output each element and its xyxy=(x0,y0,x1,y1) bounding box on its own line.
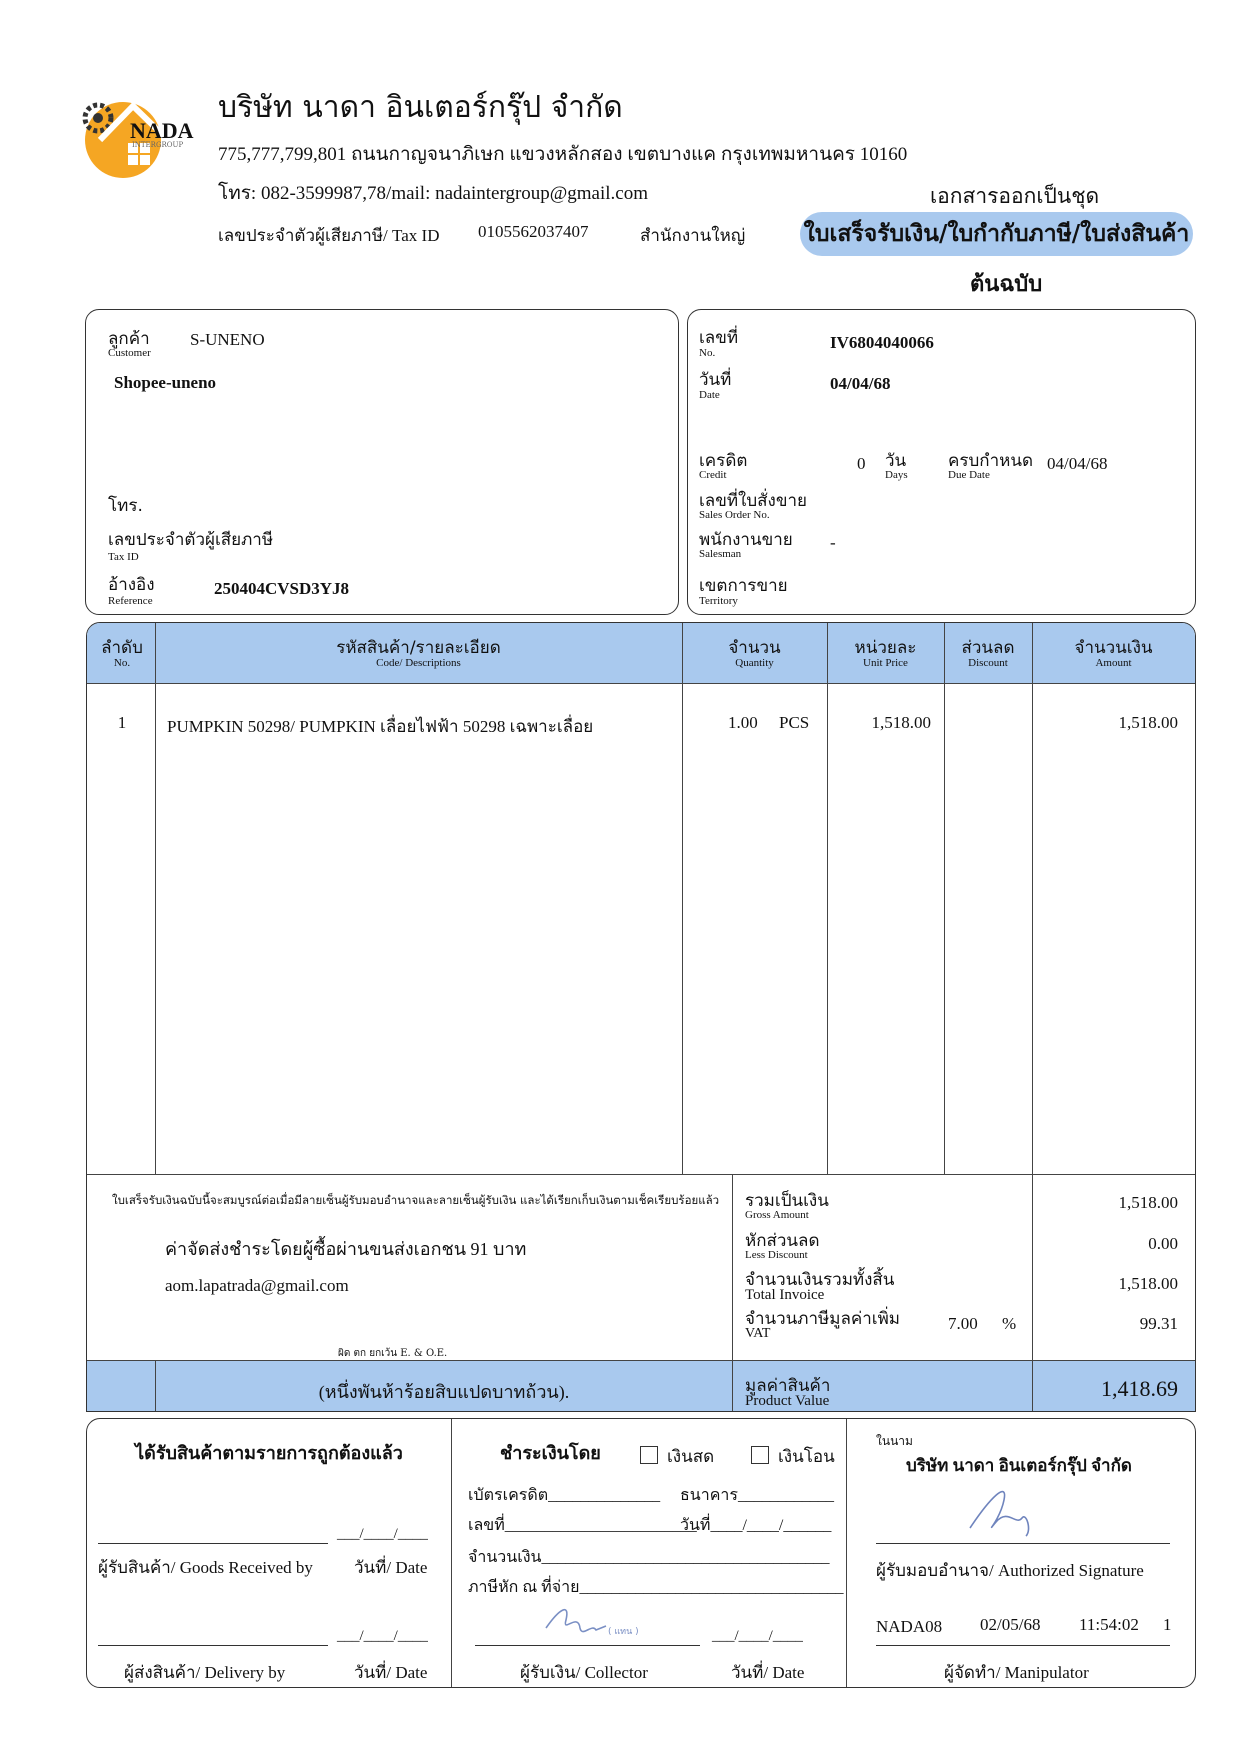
delivery-by-label: ผู้ส่งสินค้า/ Delivery by xyxy=(124,1663,286,1682)
collector-date-label: วันที่/ Date xyxy=(731,1663,805,1682)
salesman-label: พนักงานขาย xyxy=(699,530,793,550)
row-price: 1,518.00 xyxy=(871,713,931,732)
header-divider xyxy=(87,683,1195,684)
footer-divider-1 xyxy=(451,1419,452,1687)
vat-amount: 99.31 xyxy=(1139,1314,1178,1333)
salesman-label-en: Salesman xyxy=(699,548,742,560)
col-desc-header-en: Code/ Descriptions xyxy=(376,657,461,669)
product-value-label: มูลค่าสินค้า xyxy=(745,1376,831,1396)
logo-text: NADA xyxy=(130,118,194,143)
received-title: ได้รับสินค้าตามรายการถูกต้องแล้ว xyxy=(135,1443,403,1463)
due-date-label-en: Due Date xyxy=(948,469,990,481)
credit-days: 0 xyxy=(857,454,866,473)
body-divider xyxy=(87,1174,1195,1175)
col-amount-header: จำนวนเงิน xyxy=(1074,638,1153,658)
col-divider-2 xyxy=(682,623,683,1174)
days-label: วัน xyxy=(885,451,907,471)
company-sign-name: บริษัท นาดา อินเตอร์กรุ๊ป จำกัด xyxy=(906,1456,1132,1475)
words-divider xyxy=(87,1360,1195,1361)
sales-order-label: เลขที่ใบสั่งขาย xyxy=(699,491,807,511)
col-price-header-en: Unit Price xyxy=(863,657,908,669)
authorized-label: ผู้รับมอบอำนาจ/ Authorized Signature xyxy=(876,1561,1144,1580)
invoice-no-label-en: No. xyxy=(699,347,716,359)
payment-no-line: เลขที่________________________ xyxy=(468,1517,697,1534)
vat-percent: % xyxy=(1002,1314,1017,1333)
discount-label: หักส่วนลด xyxy=(745,1231,820,1251)
transfer-checkbox[interactable] xyxy=(751,1446,769,1464)
delivery-date-label: วันที่/ Date xyxy=(354,1663,428,1682)
customer-taxid-label: เลขประจำตัวผู้เสียภาษี xyxy=(108,530,274,550)
delivery-date-line: ___/____/____ xyxy=(337,1628,428,1644)
col-discount-header-en: Discount xyxy=(968,657,1008,669)
receipt-note: ใบเสร็จรับเงินฉบับนี้จะสมบูรณ์ต่อเมื่อมีลายเซ็นผู้รับมอบอำนาจและลายเซ็นผู้รับเงิน และได้เรียกเก็บเงินตามเช็คเรียบร้อยแล้ว xyxy=(112,1193,720,1207)
invoice-no: IV6804040066 xyxy=(830,333,934,352)
company-tax-id: 0105562037407 xyxy=(478,222,589,241)
col-divider-3 xyxy=(827,623,828,1174)
col-no-header: ลำดับ xyxy=(101,638,143,658)
invoice-date-label-en: Date xyxy=(699,389,720,401)
bank-line: ธนาคาร____________ xyxy=(680,1487,834,1504)
cash-checkbox[interactable] xyxy=(640,1446,658,1464)
days-label-en: Days xyxy=(885,469,908,481)
product-value: 1,418.69 xyxy=(1101,1376,1178,1401)
gross-label-en: Gross Amount xyxy=(745,1209,809,1221)
col-price-header: หน่วยละ xyxy=(854,638,917,658)
goods-received-date-line: ___/____/____ xyxy=(337,1526,428,1542)
customer-ref-label: อ้างอิง xyxy=(108,575,155,595)
eoe-note: ผิด ตก ยกเว้น E. & O.E. xyxy=(338,1348,448,1359)
col-no-header-en: No. xyxy=(113,657,131,669)
transfer-label: เงินโอน xyxy=(778,1447,835,1466)
doc-set-note: เอกสารออกเป็นชุด xyxy=(930,184,1100,208)
collector-signature xyxy=(540,1598,650,1643)
total-amount: 1,518.00 xyxy=(1118,1274,1178,1293)
discount-amount: 0.00 xyxy=(1148,1234,1178,1253)
manipulator-date: 02/05/68 xyxy=(980,1615,1041,1634)
invoice-info-box xyxy=(687,309,1196,615)
company-branch: สำนักงานใหญ่ xyxy=(640,226,746,245)
totals-divider xyxy=(732,1174,733,1411)
credit-label: เครดิต xyxy=(699,451,748,471)
customer-ref-label-en: Reference xyxy=(108,595,153,607)
doc-copy-type: ต้นฉบับ xyxy=(970,271,1043,297)
territory-label: เขตการขาย xyxy=(699,576,788,596)
invoice-date-label: วันที่ xyxy=(699,370,732,390)
col-discount-header: ส่วนลด xyxy=(961,638,1015,658)
product-value-label-en: Product Value xyxy=(745,1393,830,1409)
manipulator-code: NADA08 xyxy=(876,1617,943,1636)
payment-amount-line: จำนวนเงิน____________________________________ xyxy=(468,1549,830,1566)
authorized-signature-line xyxy=(876,1543,1170,1544)
invoice-no-label: เลขที่ xyxy=(699,328,739,348)
customer-name: Shopee-uneno xyxy=(114,373,217,392)
customer-taxid-label-en: Tax ID xyxy=(108,551,139,563)
goods-received-signature-line xyxy=(98,1543,328,1544)
credit-card-line: เบัตรเครดิต______________ xyxy=(468,1487,661,1504)
invoice-date: 04/04/68 xyxy=(830,374,891,393)
footer-divider-2 xyxy=(846,1419,847,1687)
collector-signature-line xyxy=(475,1645,700,1646)
shipping-note: ค่าจัดส่งชำระโดยผู้ซื้อผ่านขนส่งเอกชน 91 บาท xyxy=(165,1239,527,1259)
company-name: บริษัท นาดา อินเตอร์กรุ๊ป จำกัด xyxy=(218,90,623,125)
company-tax-label: เลขประจำตัวผู้เสียภาษี/ Tax ID xyxy=(218,226,440,245)
goods-received-date-label: วันที่/ Date xyxy=(354,1558,428,1577)
col-amount-header-en: Amount xyxy=(1095,657,1132,669)
collector-date-line: ___/____/____ xyxy=(712,1628,803,1644)
total-label-en: Total Invoice xyxy=(745,1287,825,1303)
customer-reference: 250404CVSD3YJ8 xyxy=(214,579,350,598)
row-unit: PCS xyxy=(779,713,810,732)
discount-label-en: Less Discount xyxy=(745,1249,808,1261)
customer-label: ลูกค้า xyxy=(108,329,150,349)
col-divider-4 xyxy=(944,623,945,1174)
row-amount: 1,518.00 xyxy=(1118,713,1178,732)
amount-in-words: (หนึ่งพันห้าร้อยสิบแปดบาทถ้วน). xyxy=(318,1382,570,1402)
customer-email: aom.lapatrada@gmail.com xyxy=(165,1276,349,1295)
customer-label-en: Customer xyxy=(108,347,151,359)
collector-label: ผู้รับเงิน/ Collector xyxy=(520,1663,648,1682)
cash-label: เงินสด xyxy=(667,1447,715,1466)
logo-subtext: INTERGROUP xyxy=(132,141,184,149)
total-label: จำนวนเงินรวมทั้งสิ้น xyxy=(745,1270,895,1290)
due-date: 04/04/68 xyxy=(1047,454,1108,473)
on-behalf-label: ในนาม xyxy=(876,1434,913,1448)
payment-title: ชำระเงินโดย xyxy=(500,1443,601,1463)
authorized-signature xyxy=(960,1478,1070,1543)
company-address: 775,777,799,801 ถนนกาญจนาภิเษก แขวงหลักสอง เขตบางแค กรุงเทพมหานคร 10160 xyxy=(218,144,908,165)
due-date-label: ครบกำหนด xyxy=(948,451,1033,471)
delivery-signature-line xyxy=(98,1645,328,1646)
doc-title: ใบเสร็จรับเงิน/ใบกำกับภาษี/ใบส่งสินค้า xyxy=(800,212,1193,256)
payment-date-line: วันที่____/____/______ xyxy=(680,1517,832,1534)
goods-received-label: ผู้รับสินค้า/ Goods Received by xyxy=(98,1558,313,1577)
credit-label-en: Credit xyxy=(699,469,727,481)
vat-rate: 7.00 xyxy=(948,1314,978,1333)
col-qty-header: จำนวน xyxy=(728,638,781,658)
manipulator-label: ผู้จัดทำ/ Manipulator xyxy=(944,1663,1089,1682)
svg-text:( แทน ): ( แทน ) xyxy=(608,1627,639,1637)
vat-label-en: VAT xyxy=(745,1326,771,1341)
company-contact: โทร: 082-3599987,78/mail: nadaintergroup@gmail.com xyxy=(218,183,649,204)
row-qty: 1.00 xyxy=(728,713,758,732)
customer-code: S-UNENO xyxy=(190,330,265,349)
col-divider-1 xyxy=(155,623,156,1174)
gross-label: รวมเป็นเงิน xyxy=(745,1191,829,1211)
vat-label: จำนวนภาษีมูลค่าเพิ่ม xyxy=(745,1309,901,1329)
manipulator-time: 11:54:02 xyxy=(1079,1615,1139,1634)
row-no: 1 xyxy=(117,713,127,732)
customer-phone-label: โทร. xyxy=(108,496,143,516)
row-desc: PUMPKIN 50298/ PUMPKIN เลื่อยไฟฟ้า 50298 เฉพาะเลื่อย xyxy=(167,717,594,736)
gross-amount: 1,518.00 xyxy=(1118,1193,1178,1212)
territory-label-en: Territory xyxy=(699,595,738,607)
manipulator-line xyxy=(876,1645,1170,1646)
page-number: 1 xyxy=(1163,1615,1172,1634)
col-desc-header: รหัสสินค้า/รายละเอียด xyxy=(336,638,501,658)
sales-order-label-en: Sales Order No. xyxy=(699,509,770,521)
col-qty-header-en: Quantity xyxy=(735,657,774,669)
customer-box xyxy=(85,309,679,615)
withholding-tax-line: ภาษีหัก ณ ที่จ่าย_________________________________ xyxy=(468,1579,844,1596)
salesman: - xyxy=(830,533,836,552)
